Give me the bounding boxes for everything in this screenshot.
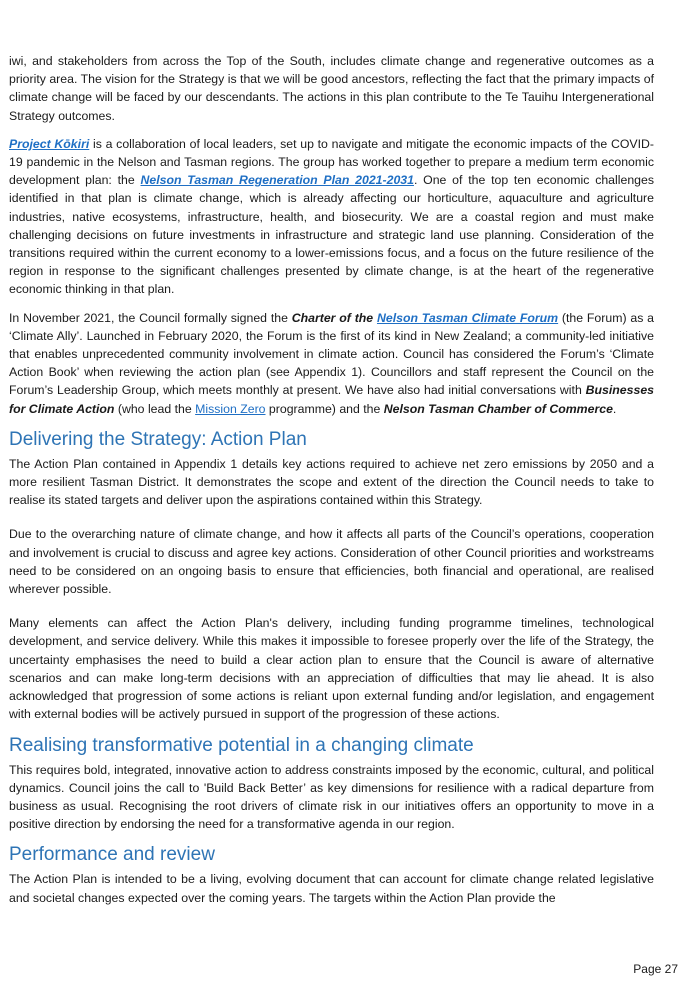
chamber-of-commerce-text: Nelson Tasman Chamber of Commerce — [383, 401, 613, 416]
document-page — [9, 52, 654, 917]
paragraph-action-plan-appendix: The Action Plan contained in Appendix 1 details key actions required to achieve net zero emissions by 2050 and a more resilient Tasman District. It demonstrates the scope and extent of the direction the Council needs to take to realise its stated targets and deliver upon the aspirations contained within this Strategy. — [9, 456, 654, 508]
heading-delivering-strategy: Delivering the Strategy: Action Plan — [9, 428, 307, 450]
paragraph-overarching-nature: Due to the overarching nature of climate change, and how it affects all parts of the Council’s operations, cooperation and involvement is crucial to discuss and agree key actions. Consideration of other Council priorities and workstreams need to be considered on an ongoing basis to ensure that efficiencies, both financial and operational, are realised wherever possible. — [9, 527, 654, 597]
regeneration-plan-link[interactable]: Nelson Tasman Regeneration Plan 2021-2031 — [140, 173, 414, 188]
paragraph-project-kokiri — [9, 135, 654, 299]
climate-forum-link[interactable]: Nelson Tasman Climate Forum — [376, 310, 559, 325]
text-span: . One of the top ten economic challenges identified in that plan is climate change, which is already affecting our horticulture, aquaculture and agriculture industries, native ecosystems, infrastructure, health, and biosecurity. We are a coastal region and must make challenging decisions on future investments in infrastructure and strategic land use planning. Consideration of the transitions required within the current economy to a lower-emissions focus, and a focus on the future resilience of the region in response to the significant challenges presented by climate change, is at the heart of the regenerative economic thinking in that plan. — [9, 173, 654, 297]
paragraph-climate-forum — [9, 309, 654, 418]
text-span: (who lead the — [114, 401, 196, 416]
charter-text: Charter of the — [291, 310, 377, 325]
text-span: (the Forum) as a ‘Climate Ally’. Launched in February 2020, the Forum is the first of its kind in New Zealand; a community-led initiative that enables unprecedented community involvement in climate action. Council has considered the Forum’s ‘Climate Action Book’ when reviewing the action plan (see Appendix 1). Councillors and staff represent the Council on the Forum’s Leadership Group, which meets monthly at present. We have also had initial conversations with — [9, 310, 654, 398]
heading-transformative-potential: Realising transformative potential in a changing climate — [9, 734, 474, 756]
paragraph-te-tauihu: iwi, and stakeholders from across the Top of the South, includes climate change and regenerative outcomes as a priority area. The vision for the Strategy is that we will be good ancestors, reflecting the fact that the primary impacts of climate change will be faced by our descendants. The actions in this plan contribute to the Te Tauihu Intergenerational Strategy outcomes. — [9, 54, 654, 123]
text-span: programme) and the — [265, 401, 384, 416]
heading-performance-review: Performance and review — [9, 844, 215, 866]
paragraph-many-elements: Many elements can affect the Action Plan's delivery, including funding programme timelines, technological development, and service delivery. While this makes it impossible to foresee properly over the life of the Strategy, the uncertainty emphasises the need to build a clear action plan to ensure that the Council is aware of alternative scenarios and can make long-term decisions with an appreciation of difficulties that may lie ahead. It is also acknowledged that progression of some actions is reliant upon external funding and/or legislation, and engagement with external bodies will be actively pursued in support of the progression of these actions. — [9, 616, 654, 722]
mission-zero-link[interactable]: Mission Zero — [195, 401, 266, 416]
text-span: is a collaboration of local leaders, set up to navigate and mitigate the economic impacts of the COVID-19 pandemic in the Nelson and Tasman regions. The group has worked together to prepare a medium term economic development plan: the — [9, 136, 654, 188]
businesses-climate-action-text: Businesses for Climate Action — [9, 383, 654, 416]
page-number: Page 27 — [633, 962, 678, 976]
project-kokiri-link[interactable]: Project Kōkiri — [9, 136, 90, 151]
paragraph-build-back-better: This requires bold, integrated, innovative action to address constraints imposed by the economic, cultural, and political dynamics. Council joins the call to 'Build Back Better’ as key dimensions for resilience with a radical departure from business as usual. Recognising the root drivers of climate risk in our initiatives offers an opportunity to move in a positive direction by endorsing the need for a transformative agenda in our region. — [9, 762, 654, 832]
text-span: . — [612, 401, 617, 416]
text-span: In November 2021, the Council formally signed the — [9, 310, 292, 325]
paragraph-living-document: The Action Plan is intended to be a living, evolving document that can account for climate change related legislative and societal changes expected over the coming years. The targets within the Action Plan provide the — [9, 872, 654, 905]
